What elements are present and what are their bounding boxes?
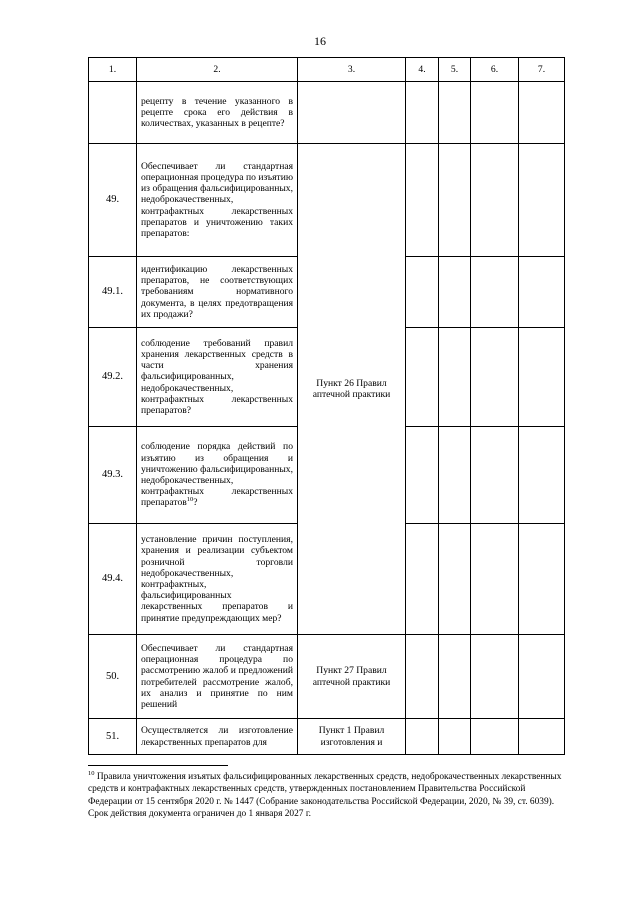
row-number: 49.3. [89,427,137,524]
empty-cell [471,257,519,328]
empty-cell [519,82,565,144]
empty-cell [519,144,565,257]
row-number: 49.2. [89,328,137,427]
empty-cell [471,719,519,755]
table-row [89,144,565,257]
empty-cell [439,524,471,635]
empty-cell [471,524,519,635]
footnote-text: Правила уничтожения изъятых фальсифицированных лекарственных средств, недоброкачественных лекарственных средств и контрафактных лекарственных средств, утвержденных постановлением Правительства Российской Федерации от 15 сентября 2020 г. № 1447 (Собрание законодательства Российской Федерации, 2020, № 39, ст. 6039). Срок действия документа ограничен до 1 января 2027 г. [88,772,562,820]
empty-cell [406,257,439,328]
footnote-reference: 10 [186,496,194,504]
empty-cell [519,328,565,427]
empty-cell [406,328,439,427]
legal-reference: Пункт 27 Правил аптечной практики [298,635,406,719]
row-question: Обеспечивает ли стандартная операционная процедура по рассмотрению жалоб и предложений потребителей рассмотрение жалоб, их анализ и принятие по ним решений [137,635,298,719]
footnote-separator [88,765,228,766]
empty-cell [406,524,439,635]
row-question [137,427,298,524]
header-col-6: 6. [471,58,519,82]
empty-cell [439,144,471,257]
row-question: установление причин поступления, хранения и реализации субъектом розничной торговли недоброкачественных, контрафактных, фальсифицированных лекарственных препаратов и принятие предупреждающих мер? [137,524,298,635]
empty-cell [519,257,565,328]
empty-cell [439,427,471,524]
empty-cell [519,719,565,755]
empty-cell [406,82,439,144]
row-number: 49. [89,144,137,257]
header-row [89,58,565,82]
header-col-2: 2. [137,58,298,82]
header-col-4: 4. [406,58,439,82]
empty-cell [471,144,519,257]
empty-cell [471,427,519,524]
table-row [89,82,565,144]
empty-cell [439,719,471,755]
header-col-7: 7. [519,58,565,82]
footnote [88,771,566,821]
empty-cell [406,427,439,524]
question-text: соблюдение порядка действий по изъятию из обращения и уничтожению фальсифицированных, недоброкачественных, контрафактных лекарственных препаратов [141,441,294,509]
row-question: рецепту в течение указанного в рецепте срока его действия в количествах, указанных в рецепте? [137,82,298,144]
empty-cell [471,328,519,427]
page-number: 16 [314,34,326,48]
empty-cell [298,82,406,144]
row-question: Осуществляется ли изготовление лекарственных препаратов для [137,719,298,755]
row-question: соблюдение требований правил хранения лекарственных средств в части хранения фальсифицированных, недоброкачественных, контрафактных лекарственных препаратов? [137,328,298,427]
header-col-3: 3. [298,58,406,82]
empty-cell [406,635,439,719]
empty-cell [439,635,471,719]
row-number: 49.4. [89,524,137,635]
header-col-1: 1. [89,58,137,82]
row-number [89,82,137,144]
empty-cell [439,257,471,328]
empty-cell [406,719,439,755]
empty-cell [519,427,565,524]
row-question: Обеспечивает ли стандартная операционная процедура по изъятию из обращения фальсифицированных, недоброкачественных, контрафактных лекарственных препаратов и уничтожению таких препаратов: [137,144,298,257]
empty-cell [519,635,565,719]
table-row [89,719,565,755]
empty-cell [519,524,565,635]
row-number: 51. [89,719,137,755]
empty-cell [471,82,519,144]
footnote-marker: 10 [88,769,95,777]
table-row [89,635,565,719]
legal-reference: Пункт 26 Правил аптечной практики [298,144,406,635]
row-question: идентификацию лекарственных препаратов, не соответствующих требованиям нормативного документа, в целях предотвращения их продажи? [137,257,298,328]
checklist-table [88,57,565,755]
row-number: 49.1. [89,257,137,328]
row-number: 50. [89,635,137,719]
empty-cell [439,328,471,427]
legal-reference: Пункт 1 Правил изготовления и [298,719,406,755]
question-mark: ? [193,497,198,509]
empty-cell [471,635,519,719]
empty-cell [439,82,471,144]
empty-cell [406,144,439,257]
header-col-5: 5. [439,58,471,82]
